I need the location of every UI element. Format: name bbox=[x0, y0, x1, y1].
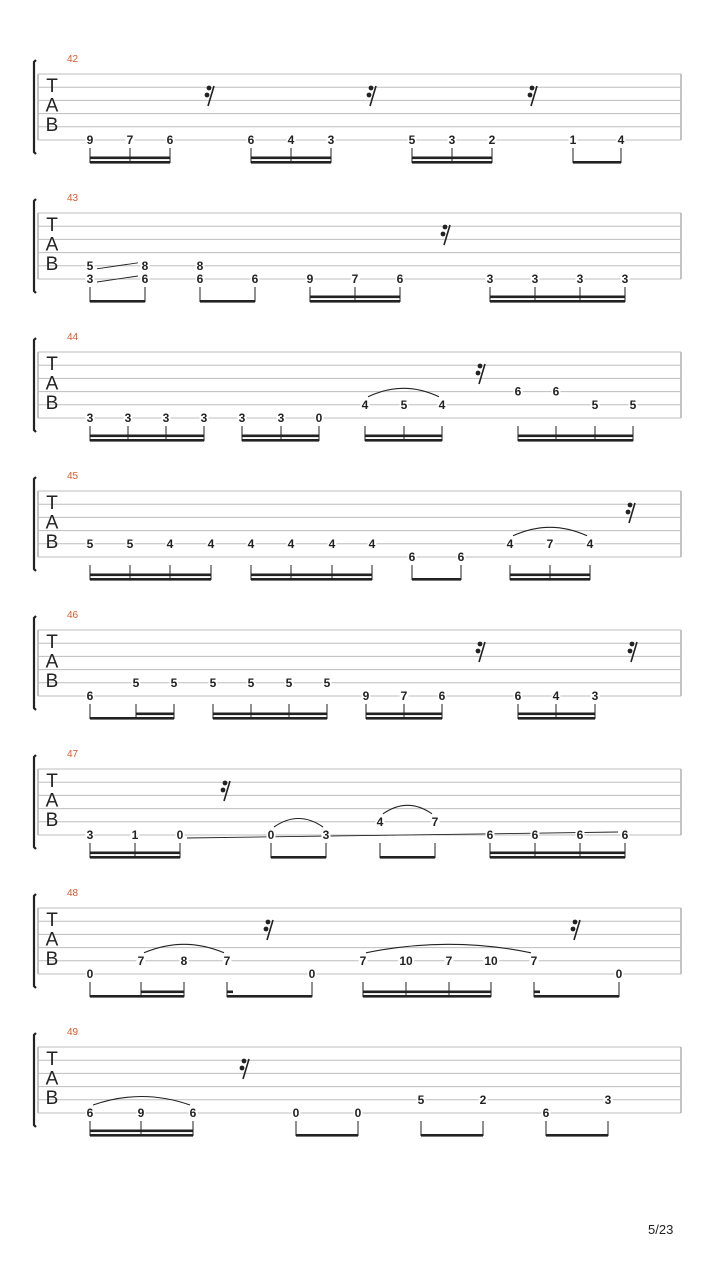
tab-clef-letter: A bbox=[45, 1068, 59, 1090]
sixteenth-rest bbox=[571, 920, 580, 940]
system-bracket bbox=[34, 755, 36, 849]
beam-primary bbox=[421, 1134, 483, 1137]
beam-secondary bbox=[310, 296, 400, 299]
sixteenth-rest bbox=[205, 86, 214, 106]
fret-number: 3 bbox=[327, 133, 335, 147]
rest-dot bbox=[573, 920, 578, 925]
beam-secondary bbox=[136, 713, 174, 716]
measure-number: 46 bbox=[67, 610, 79, 621]
rest-dot bbox=[626, 510, 631, 515]
rest-dot bbox=[221, 788, 226, 793]
fret-number: 6 bbox=[396, 272, 404, 286]
tab-clef-letter: B bbox=[45, 949, 59, 970]
fret-number: 4 bbox=[207, 536, 215, 551]
fret-number: 4 bbox=[376, 814, 384, 829]
fret-number: 6 bbox=[514, 384, 522, 399]
rest-dot bbox=[266, 920, 271, 925]
tab-clef-letter: T bbox=[46, 910, 58, 931]
fret-number: 0 bbox=[292, 1106, 300, 1120]
fret-number: 5 bbox=[323, 675, 331, 690]
tab-system bbox=[34, 1027, 681, 1137]
beam-secondary bbox=[518, 713, 595, 716]
tab-system bbox=[34, 610, 681, 720]
fret-number: 9 bbox=[306, 272, 314, 286]
beam-primary bbox=[271, 856, 326, 859]
fret-number: 1 bbox=[131, 828, 139, 842]
fret-number: 10 bbox=[399, 953, 413, 968]
rest-dot bbox=[571, 927, 576, 932]
tab-clef-letter: B bbox=[45, 254, 59, 275]
fret-number: 10 bbox=[484, 953, 498, 968]
fret-number: 4 bbox=[438, 397, 446, 412]
fret-number: 3 bbox=[86, 411, 94, 425]
fret-number: 4 bbox=[586, 536, 594, 551]
beam-primary bbox=[251, 578, 372, 581]
fret-number: 6 bbox=[552, 384, 560, 399]
rest-dot bbox=[441, 232, 446, 237]
system-bracket bbox=[34, 616, 36, 710]
measure-number: 48 bbox=[67, 888, 79, 899]
measure-number: 43 bbox=[67, 193, 79, 204]
beam-secondary bbox=[365, 435, 442, 438]
fret-number: 3 bbox=[238, 411, 246, 425]
rest-dot bbox=[207, 86, 212, 91]
beam-primary bbox=[363, 995, 491, 998]
beam-secondary bbox=[213, 713, 327, 716]
fret-number: 1 bbox=[569, 133, 577, 147]
tab-system bbox=[34, 332, 681, 442]
beam-primary bbox=[310, 300, 400, 303]
rest-dot bbox=[476, 371, 481, 376]
fret-number: 0 bbox=[267, 828, 275, 842]
tie-arc bbox=[144, 944, 224, 953]
fret-number: 3 bbox=[86, 828, 94, 842]
sixteenth-rest bbox=[441, 225, 450, 245]
fret-number: 7 bbox=[359, 953, 367, 968]
tab-clef-letter: B bbox=[45, 532, 59, 553]
fret-number: 7 bbox=[223, 953, 231, 968]
fret-number: 3 bbox=[604, 1092, 612, 1107]
tab-clef-letter: T bbox=[46, 1049, 58, 1070]
fret-number: 0 bbox=[354, 1106, 362, 1120]
beam-primary bbox=[242, 439, 319, 442]
rest-dot bbox=[240, 1066, 245, 1071]
fret-number: 6 bbox=[542, 1106, 550, 1120]
fret-number: 8 bbox=[180, 953, 188, 968]
fret-number: 5 bbox=[408, 133, 416, 147]
beam-primary bbox=[412, 578, 461, 581]
rest-dot bbox=[205, 93, 210, 98]
fret-number: 5 bbox=[285, 675, 293, 690]
beam-primary bbox=[200, 300, 255, 303]
fret-number: 3 bbox=[162, 411, 170, 425]
fret-number: 0 bbox=[615, 967, 623, 981]
fret-number: 4 bbox=[506, 536, 514, 551]
beam-secondary bbox=[242, 435, 319, 438]
fret-number: 5 bbox=[132, 675, 140, 690]
fret-number: 4 bbox=[368, 536, 376, 551]
rest-dot bbox=[223, 781, 228, 786]
beam-primary bbox=[380, 856, 435, 859]
fret-number: 0 bbox=[315, 411, 323, 425]
tab-clef-letter: T bbox=[46, 632, 58, 653]
sixteenth-rest bbox=[476, 364, 485, 384]
tab-clef-letter: A bbox=[45, 95, 59, 117]
fret-number: 7 bbox=[137, 953, 145, 968]
fret-number: 4 bbox=[328, 536, 336, 551]
tab-clef-letter: T bbox=[46, 215, 58, 236]
measure-number: 47 bbox=[67, 749, 79, 760]
tie-arc bbox=[366, 944, 531, 953]
fret-number: 0 bbox=[176, 828, 184, 842]
beam-secondary bbox=[90, 435, 204, 438]
beam-primary bbox=[534, 995, 619, 998]
beam-secondary bbox=[518, 435, 633, 438]
beam-secondary bbox=[251, 157, 331, 160]
tab-clef-letter: A bbox=[45, 512, 59, 534]
sixteenth-rest bbox=[528, 86, 537, 106]
sixteenth-rest bbox=[476, 642, 485, 662]
fret-number: 6 bbox=[576, 828, 584, 842]
fret-number: 7 bbox=[530, 953, 538, 968]
fret-number: 6 bbox=[531, 828, 539, 842]
beam-secondary bbox=[227, 991, 233, 994]
fret-number: 6 bbox=[514, 689, 522, 703]
fret-number: 5 bbox=[247, 675, 255, 690]
tie-arc bbox=[513, 527, 587, 536]
sixteenth-rest bbox=[628, 642, 637, 662]
fret-number: 2 bbox=[479, 1092, 487, 1107]
sixteenth-rest bbox=[626, 503, 635, 523]
tab-clef-letter: B bbox=[45, 810, 59, 831]
beam-secondary bbox=[90, 574, 211, 577]
fret-number: 8 bbox=[196, 258, 204, 273]
tab-clef-letter: T bbox=[46, 493, 58, 514]
rest-dot bbox=[242, 1059, 247, 1064]
beam-secondary bbox=[534, 991, 540, 994]
fret-number: 5 bbox=[86, 258, 94, 273]
fret-number: 4 bbox=[552, 689, 560, 703]
fret-number: 7 bbox=[126, 133, 134, 147]
fret-number: 3 bbox=[576, 272, 584, 286]
fret-number: 3 bbox=[322, 828, 330, 842]
fret-number: 6 bbox=[166, 133, 174, 147]
beam-primary bbox=[365, 439, 442, 442]
tab-clef-letter: B bbox=[45, 115, 59, 136]
tie-arc bbox=[274, 819, 323, 828]
fret-number: 3 bbox=[448, 133, 456, 147]
fret-number: 6 bbox=[86, 1106, 94, 1120]
rest-dot bbox=[478, 364, 483, 369]
fret-number: 5 bbox=[417, 1092, 425, 1107]
tab-clef-letter: T bbox=[46, 354, 58, 375]
rest-dot bbox=[530, 86, 535, 91]
rest-dot bbox=[443, 225, 448, 230]
tie-arc bbox=[93, 1097, 190, 1106]
beam-primary bbox=[490, 856, 625, 859]
beam-primary bbox=[90, 1134, 193, 1137]
tab-system bbox=[34, 471, 681, 581]
fret-number: 5 bbox=[126, 536, 134, 551]
fret-number: 4 bbox=[617, 133, 625, 147]
tab-clef-letter: T bbox=[46, 771, 58, 792]
fret-number: 6 bbox=[251, 272, 259, 286]
fret-number: 6 bbox=[86, 689, 94, 703]
sixteenth-rest bbox=[367, 86, 376, 106]
beam-primary bbox=[90, 439, 204, 442]
beam-secondary bbox=[510, 574, 590, 577]
fret-number: 6 bbox=[457, 550, 465, 564]
tie-arc bbox=[368, 388, 439, 397]
rest-dot bbox=[369, 86, 374, 91]
system-bracket bbox=[34, 60, 36, 154]
fret-number: 8 bbox=[141, 258, 149, 273]
measure-number: 42 bbox=[67, 54, 79, 65]
fret-number: 7 bbox=[546, 536, 554, 551]
fret-number: 5 bbox=[629, 397, 637, 412]
beam-secondary bbox=[90, 852, 180, 855]
fret-number: 7 bbox=[351, 272, 359, 286]
rest-dot bbox=[367, 93, 372, 98]
system-bracket bbox=[34, 338, 36, 432]
beam-primary bbox=[573, 161, 621, 164]
beam-primary bbox=[90, 995, 184, 998]
rest-dot bbox=[478, 642, 483, 647]
rest-dot bbox=[630, 642, 635, 647]
fret-number: 3 bbox=[621, 272, 629, 286]
system-bracket bbox=[34, 1033, 36, 1127]
beam-primary bbox=[90, 578, 211, 581]
tab-system bbox=[34, 193, 681, 303]
beam-primary bbox=[213, 717, 327, 720]
fret-number: 0 bbox=[86, 967, 94, 981]
sixteenth-rest bbox=[264, 920, 273, 940]
page-number: 5/23 bbox=[648, 1222, 674, 1237]
rest-dot bbox=[264, 927, 269, 932]
fret-number: 6 bbox=[408, 550, 416, 564]
fret-number: 6 bbox=[141, 272, 149, 286]
beam-secondary bbox=[363, 991, 491, 994]
tab-clef-letter: B bbox=[45, 1088, 59, 1109]
sixteenth-rest bbox=[221, 781, 230, 801]
tab-system bbox=[34, 888, 681, 998]
tab-clef-letter: A bbox=[45, 651, 59, 673]
fret-number: 0 bbox=[308, 967, 316, 981]
system-bracket bbox=[34, 199, 36, 293]
beam-primary bbox=[490, 300, 625, 303]
measure-number: 45 bbox=[67, 471, 79, 482]
fret-number: 3 bbox=[200, 411, 208, 425]
fret-number: 7 bbox=[445, 953, 453, 968]
beam-primary bbox=[296, 1134, 358, 1137]
fret-number: 3 bbox=[86, 272, 94, 286]
fret-number: 5 bbox=[209, 675, 217, 690]
tab-system bbox=[34, 54, 681, 164]
fret-number: 5 bbox=[170, 675, 178, 690]
beam-primary bbox=[227, 995, 312, 998]
beam-secondary bbox=[412, 157, 492, 160]
fret-number: 3 bbox=[486, 272, 494, 286]
tab-clef-letter: A bbox=[45, 234, 59, 256]
fret-number: 4 bbox=[287, 133, 295, 147]
tie-arc bbox=[383, 805, 432, 814]
fret-number: 3 bbox=[531, 272, 539, 286]
beam-secondary bbox=[90, 1130, 193, 1133]
tab-clef-letter: B bbox=[45, 393, 59, 414]
tab-clef-letter: T bbox=[46, 76, 58, 97]
beam-primary bbox=[90, 300, 145, 303]
fret-number: 2 bbox=[488, 133, 496, 147]
fret-number: 6 bbox=[247, 133, 255, 147]
rest-dot bbox=[528, 93, 533, 98]
fret-number: 9 bbox=[137, 1106, 145, 1120]
beam-primary bbox=[510, 578, 590, 581]
tab-clef-letter: A bbox=[45, 929, 59, 951]
fret-number: 4 bbox=[361, 397, 369, 412]
beam-primary bbox=[518, 439, 633, 442]
beam-secondary bbox=[90, 157, 170, 160]
tab-clef-letter: B bbox=[45, 671, 59, 692]
fret-number: 6 bbox=[438, 689, 446, 703]
beam-primary bbox=[90, 161, 170, 164]
sixteenth-rest bbox=[240, 1059, 249, 1079]
fret-number: 3 bbox=[591, 689, 599, 703]
tab-system bbox=[34, 749, 681, 859]
beam-primary bbox=[251, 161, 331, 164]
beam-secondary bbox=[251, 574, 372, 577]
fret-number: 6 bbox=[621, 828, 629, 842]
beam-primary bbox=[518, 717, 595, 720]
beam-secondary bbox=[490, 852, 625, 855]
tab-clef-letter: A bbox=[45, 373, 59, 395]
fret-number: 5 bbox=[591, 397, 599, 412]
fret-number: 4 bbox=[166, 536, 174, 551]
beam-secondary bbox=[490, 296, 625, 299]
system-bracket bbox=[34, 477, 36, 571]
fret-number: 5 bbox=[400, 397, 408, 412]
fret-number: 3 bbox=[124, 411, 132, 425]
rest-dot bbox=[476, 649, 481, 654]
fret-number: 7 bbox=[400, 689, 408, 703]
fret-number: 6 bbox=[486, 828, 494, 842]
fret-number: 6 bbox=[196, 272, 204, 286]
rest-dot bbox=[628, 649, 633, 654]
beam-secondary bbox=[141, 991, 184, 994]
system-bracket bbox=[34, 894, 36, 988]
fret-number: 6 bbox=[189, 1106, 197, 1120]
fret-number: 4 bbox=[287, 536, 295, 551]
beam-primary bbox=[412, 161, 492, 164]
beam-primary bbox=[90, 717, 174, 720]
tab-clef-letter: A bbox=[45, 790, 59, 812]
beam-primary bbox=[366, 717, 442, 720]
fret-number: 9 bbox=[362, 689, 370, 703]
beam-primary bbox=[90, 856, 180, 859]
fret-number: 4 bbox=[247, 536, 255, 551]
beam-secondary bbox=[366, 713, 442, 716]
measure-number: 49 bbox=[67, 1027, 79, 1038]
beam-primary bbox=[546, 1134, 608, 1137]
rest-dot bbox=[628, 503, 633, 508]
fret-number: 9 bbox=[86, 133, 94, 147]
fret-number: 5 bbox=[86, 536, 94, 551]
fret-number: 7 bbox=[431, 814, 439, 829]
fret-number: 3 bbox=[277, 411, 285, 425]
measure-number: 44 bbox=[67, 332, 79, 343]
